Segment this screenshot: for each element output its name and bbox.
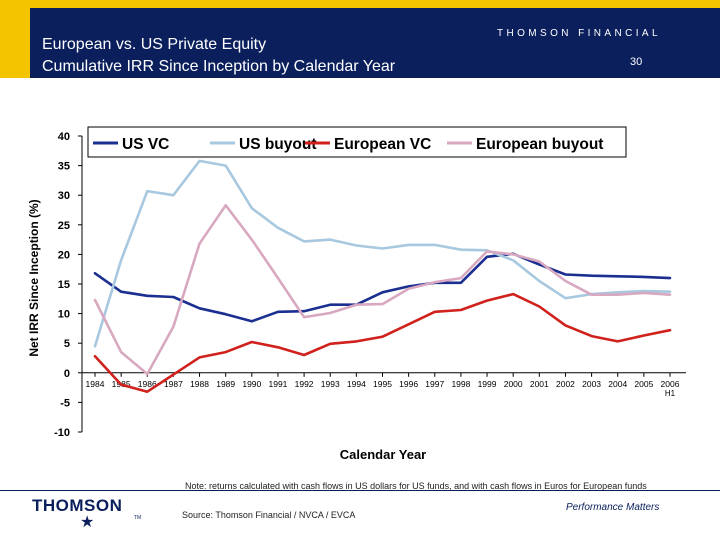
x-tick-sublabel: H1 — [664, 388, 676, 398]
x-tick-label: 1989 — [216, 378, 236, 389]
x-tick-label: 2003 — [582, 378, 602, 389]
brand-band — [486, 8, 720, 78]
y-tick-label: 5 — [63, 338, 70, 351]
x-tick-label: 1985 — [111, 378, 131, 389]
y-tick-label: -5 — [60, 397, 70, 410]
page-number: 30 — [630, 56, 643, 68]
x-tick-label: 1998 — [451, 378, 471, 389]
series-line-us-buyout — [95, 161, 670, 346]
chart-axes — [54, 131, 686, 439]
x-tick-label: 1990 — [242, 378, 262, 389]
x-tick-label: 1987 — [163, 378, 183, 389]
logo-wordmark: THOMSON — [32, 496, 123, 515]
x-tick-label: 2004 — [608, 378, 628, 389]
x-tick-label: 1997 — [425, 378, 445, 389]
x-tick-label: 1991 — [268, 378, 288, 389]
x-tick-label: 1986 — [137, 378, 157, 389]
y-tick-label: 25 — [57, 219, 70, 232]
y-tick-label: 15 — [57, 279, 70, 291]
x-tick-label: 1994 — [346, 378, 366, 389]
x-tick-label: 1999 — [477, 378, 497, 389]
series-line-european-buyout — [95, 205, 670, 374]
brand-name: THOMSON FINANCIAL — [497, 28, 661, 39]
tagline: Performance Matters — [566, 502, 660, 513]
x-tick-label: 2001 — [529, 378, 549, 389]
x-tick-label: 1992 — [294, 378, 314, 389]
legend-label-european-buyout: European buyout — [476, 136, 604, 153]
x-tick-label: 2000 — [503, 378, 523, 389]
y-tick-label: 30 — [57, 190, 70, 203]
y-tick-label: 20 — [57, 249, 70, 262]
slide-title-line-1: European vs. US Private Equity — [42, 36, 267, 53]
chart-legend — [88, 127, 626, 157]
slide-title-line-2: Cumulative IRR Since Inception by Calendar Year — [42, 58, 396, 75]
top-accent-bar — [0, 0, 720, 8]
star-icon: ★ — [80, 514, 95, 531]
x-tick-label: 2005 — [634, 378, 654, 389]
thomson-logo — [28, 496, 148, 536]
chart-series — [95, 161, 670, 392]
footnote: Note: returns calculated with cash flows in US dollars for US funds, and with cash flows in Euros for European funds — [185, 481, 647, 491]
y-tick-label: 35 — [57, 160, 70, 173]
trademark-mark: TM — [134, 515, 142, 521]
x-tick-label: 1995 — [373, 378, 392, 389]
legend-label-european-vc: European VC — [334, 136, 432, 153]
legend-label-us-vc: US VC — [122, 136, 170, 153]
x-tick-label: 2002 — [555, 378, 575, 389]
y-tick-label: 10 — [57, 308, 70, 321]
legend-label-us-buyout: US buyout — [239, 136, 317, 153]
y-tick-label: -10 — [54, 427, 70, 439]
x-tick-label: 1993 — [320, 378, 340, 389]
x-tick-label: 1988 — [190, 378, 210, 389]
y-axis-label: Net IRR Since Inception (%) — [27, 199, 41, 357]
x-axis-label: Calendar Year — [339, 447, 427, 462]
y-tick-label: 40 — [57, 131, 70, 143]
y-tick-label: 0 — [63, 367, 70, 380]
source-note: Source: Thomson Financial / NVCA / EVCA — [182, 510, 356, 520]
x-tick-label: 2006 — [660, 378, 680, 389]
x-tick-label: 1984 — [85, 378, 105, 389]
left-accent-block — [0, 0, 30, 78]
series-line-european-vc — [95, 294, 670, 392]
irr-line-chart — [0, 110, 720, 470]
x-tick-label: 1996 — [399, 378, 419, 389]
series-line-us-vc — [95, 254, 670, 321]
